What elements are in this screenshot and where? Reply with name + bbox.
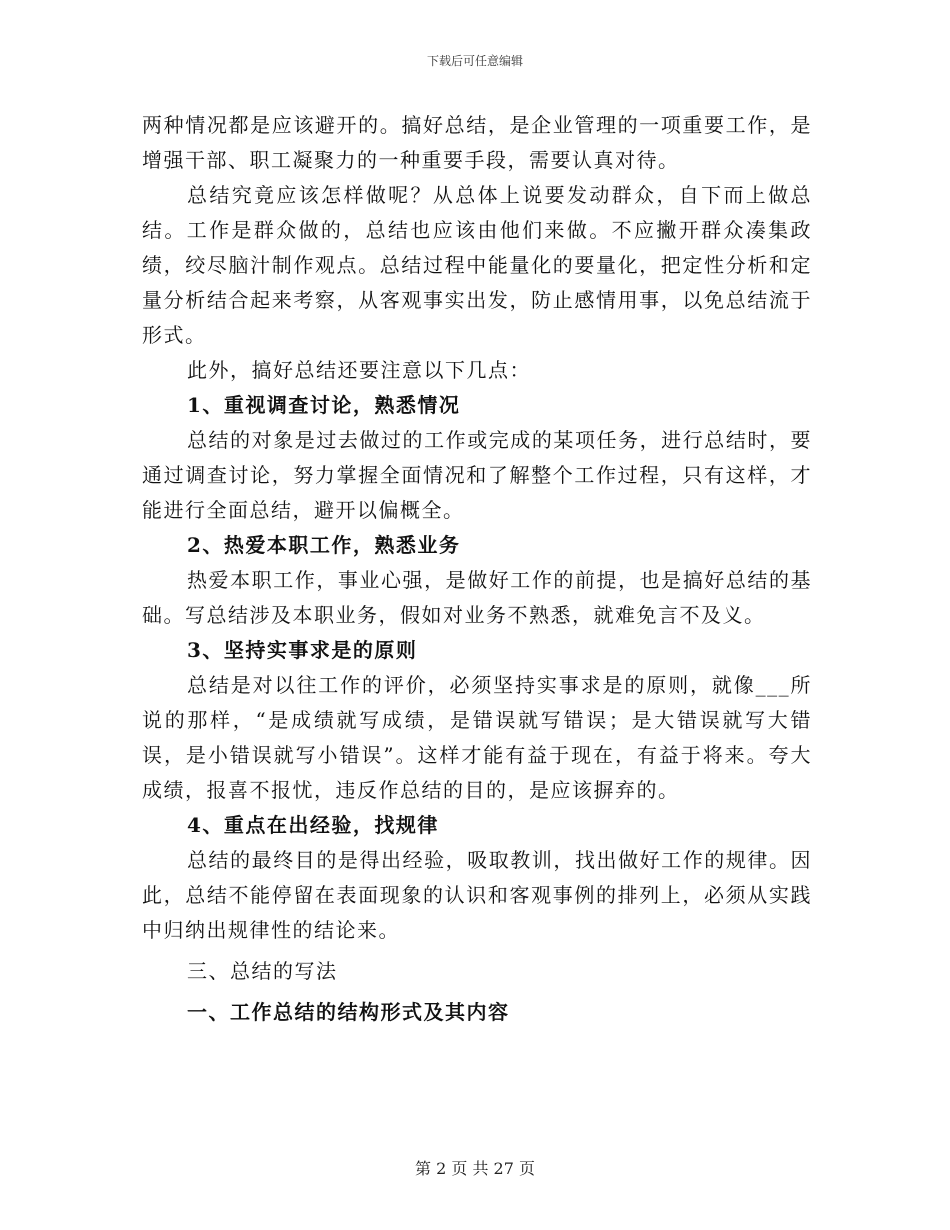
page-indicator: 第 2 页 共 27 页 xyxy=(415,1159,535,1178)
document-body xyxy=(142,108,812,1030)
paragraph-6: 总结是对以往工作的评价，必须坚持实事求是的原则，就像___所说的那样，“是成绩就写成绩，是错误就写错误；是大错误就写大错误，是小错误就写小错误”。这样才能有益于现在，有益于将来。夸大成绩，报喜不报忧，违反作总结的目的，是应该摒弃的。 xyxy=(142,673,812,802)
paragraph-4: 总结的对象是过去做过的工作或完成的某项任务，进行总结时，要通过调查讨论，努力掌握全面情况和了解整个工作过程，只有这样，才能进行全面总结，避开以偏概全。 xyxy=(142,428,812,522)
section-heading-4: 4、重点在出经验，找规律 xyxy=(187,813,439,837)
header-note: 下载后可任意编辑 xyxy=(426,54,523,68)
paragraph-5: 热爱本职工作，事业心强，是做好工作的前提，也是搞好总结的基础。写总结涉及本职业务，假如对业务不熟悉，就难免言不及义。 xyxy=(142,568,812,627)
section-heading-2: 2、热爱本职工作，熟悉业务 xyxy=(187,533,461,557)
chapter-heading: 三、总结的写法 xyxy=(187,959,338,983)
section-heading-3: 3、坚持实事求是的原则 xyxy=(187,638,418,662)
paragraph-7: 总结的最终目的是得出经验，吸取教训，找出做好工作的规律。因此，总结不能停留在表面现象的认识和客观事例的排列上，必须从实践中归纳出规律性的结论来。 xyxy=(142,848,812,942)
paragraph-2: 总结究竟应该怎样做呢？从总体上说要发动群众，自下而上做总结。工作是群众做的，总结也应该由他们来做。不应撇开群众凑集政绩，绞尽脑汁制作观点。总结过程中能量化的要量化，把定性分析和定量分析结合起来考察，从客观事实出发，防止感情用事，以免总结流于形式。 xyxy=(142,183,812,347)
subchapter-heading: 一、工作总结的结构形式及其内容 xyxy=(187,1000,510,1024)
section-heading-1: 1、重视调查讨论，熟悉情况 xyxy=(187,393,461,417)
paragraph-3: 此外，搞好总结还要注意以下几点： xyxy=(187,358,531,382)
paragraph-1: 两种情况都是应该避开的。搞好总结，是企业管理的一项重要工作，是增强干部、职工凝聚力的一种重要手段，需要认真对待。 xyxy=(142,113,812,172)
